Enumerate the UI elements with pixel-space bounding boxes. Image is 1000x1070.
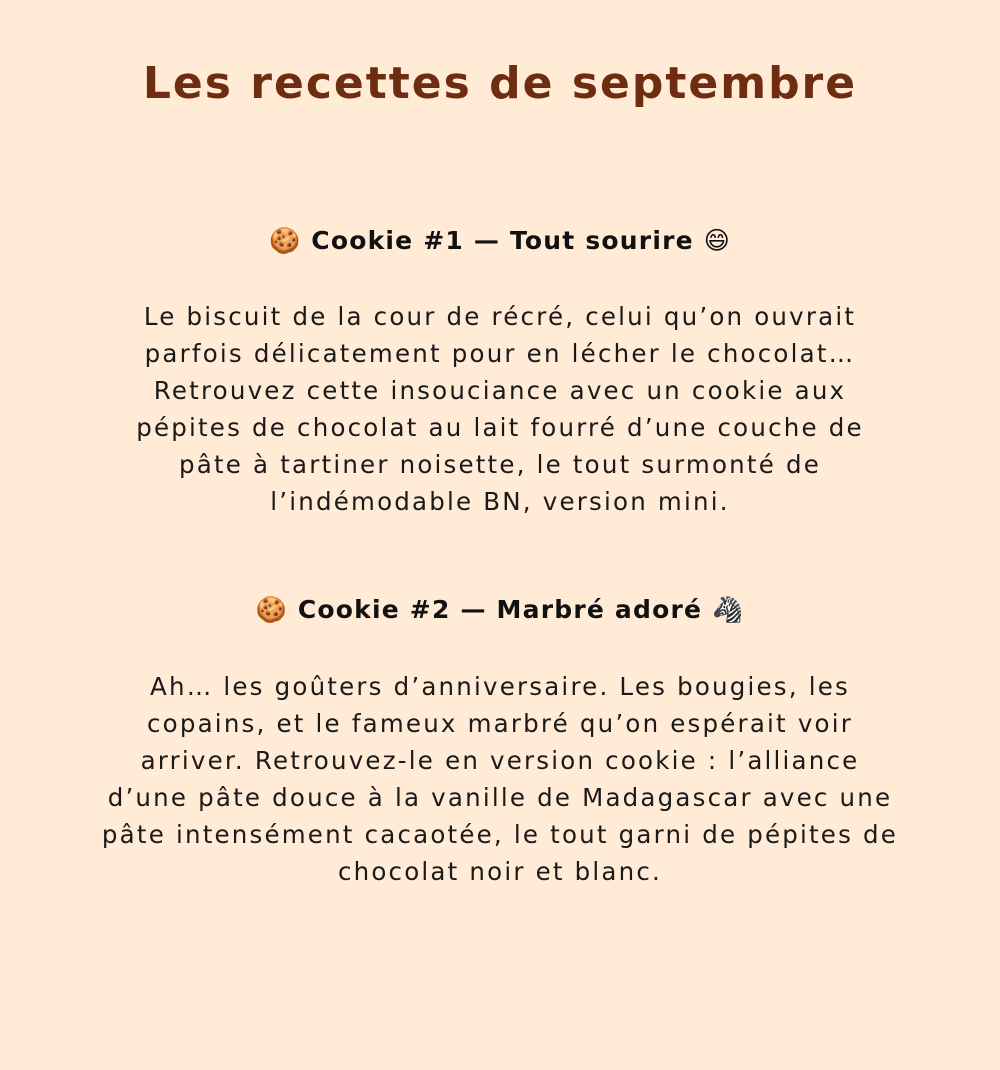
section-heading-cookie-1 xyxy=(0,226,1000,256)
section-heading-text: Cookie #2 — Marbré adoré xyxy=(297,595,703,624)
zebra-icon: 🦓 xyxy=(712,595,745,624)
section-heading-text: Cookie #1 — Tout sourire xyxy=(311,226,694,255)
section-heading-cookie-2 xyxy=(0,595,1000,625)
cookie-icon: 🍪 xyxy=(269,226,302,255)
cookie-icon: 🍪 xyxy=(255,595,288,624)
page-title: Les recettes de septembre xyxy=(142,58,858,109)
section-description-cookie-1: Le biscuit de la cour de récré, celui qu’on ouvrait parfois délicatement pour en lécher le chocolat… Retrouvez cette insouciance avec un cookie aux pépites de chocolat au lait fourré d’une couche de pâte à tartiner noisette, le tout surmonté de l’indémodable BN, version mini. xyxy=(136,302,864,516)
section-description-cookie-2: Ah… les goûters d’anniversaire. Les bougies, les copains, et le fameux marbré qu’on espérait voir arriver. Retrouvez-le en version cookie : l’alliance d’une pâte douce à la vanille de Madagascar avec une pâte intensément cacaotée, le tout garni de pépites de chocolat noir et blanc. xyxy=(101,672,899,886)
grinning-face-icon: 😄 xyxy=(703,226,731,255)
